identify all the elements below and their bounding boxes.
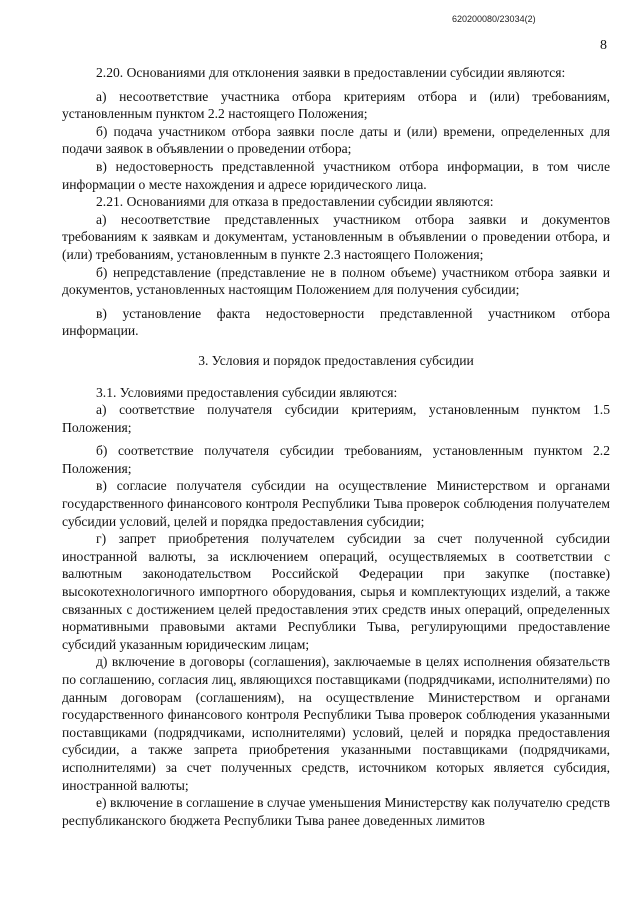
paragraph-3-1-b: б) соответствие получателя субсидии требованиям, установленным пунктом 2.2 Положения; bbox=[62, 443, 610, 476]
paragraph-2-20: 2.20. Основаниями для отклонения заявки в предоставлении субсидии являются: bbox=[96, 65, 566, 80]
paragraph-3-1: 3.1. Условиями предоставления субсидии являются: bbox=[96, 384, 398, 400]
paragraph-2-21-b: б) непредставление (представление не в полном объеме) участником отбора заявки и документов, установленных настоящим Положением для получения субсидии; bbox=[62, 264, 610, 298]
section-title: 3. Условия и порядок предоставления субсидии bbox=[198, 352, 474, 368]
paragraph-3-1-f: е) включение в соглашение в случае уменьшения Министерству как получателю средств республиканского бюджета Республики Тыва ранее доведенных лимитов bbox=[62, 795, 610, 828]
paragraph-2-21-a: а) несоответствие представленных участником отбора заявки и документов требованиям к заявкам и документам, установленным в объявлении о проведении отбора, и (или) требованиям, установленным в пункте 2.3 настоящего Положения; bbox=[62, 211, 610, 262]
paragraph-2-20-c: в) недостоверность представленной участником отбора информации, в том числе информации о месте нахождения и адресе юридического лица. bbox=[62, 158, 610, 192]
paragraph-2-20-b: б) подача участником отбора заявки после даты и (или) времени, определенных для подачи заявок в объявлении о проведении отбора; bbox=[62, 123, 610, 157]
paragraph-2-21: 2.21. Основаниями для отказа в предоставлении субсидии являются: bbox=[96, 194, 494, 210]
paragraph-3-1-d: г) запрет приобретения получателем субсидии за счет полученной субсидии иностранной валюты, за исключением операций, осуществляемых в соответствии с валютным законодательством Российской Федерации при закупке (поставке) высокотехнологичного импортного оборудования, сырья и комплектующих изделий, а также связанных с достижением целей предоставления этих средств иных операций, определенных нормативными правовыми актами Республики Тыва, регулирующими предоставление субсидий указанным юридическим лицам; bbox=[62, 531, 610, 652]
paragraph-3-1-c: в) согласие получателя субсидии на осуществление Министерством и органами государственного финансового контроля Республики Тыва проверок соблюдения получателем субсидии условий, целей и порядка предоставления субсидии; bbox=[62, 478, 610, 529]
paragraph-3-1-e: д) включение в договоры (соглашения), заключаемые в целях исполнения обязательств по соглашению, согласия лиц, являющихся поставщиками (подрядчиками, исполнителями) по данным договорам (соглашениям), на осуществление Министерством и органами государственного финансового контроля Республики Тыва проверок соблюдения указанными поставщиками (подрядчиками, исполнителями) условий, целей и порядка предоставления субсидии, а также запрета приобретения указанными поставщиками (подрядчиками, исполнителями) за счет полученных средств, источником которых является субсидия, иностранной валюты; bbox=[62, 654, 610, 793]
paragraph-2-20-a: а) несоответствие участника отбора критериям отбора и (или) требованиям, установленным пунктом 2.2 настоящего Положения; bbox=[62, 88, 610, 122]
page-number: 8 bbox=[600, 38, 607, 53]
paragraph-2-21-c: в) установление факта недостоверности представленной участником отбора информации. bbox=[62, 305, 610, 339]
document-body bbox=[62, 64, 610, 829]
paragraph-3-1-a: а) соответствие получателя субсидии критериям, установленным пунктом 1.5 Положения; bbox=[62, 402, 610, 435]
document-code: 620200080/23034(2) bbox=[452, 14, 536, 24]
